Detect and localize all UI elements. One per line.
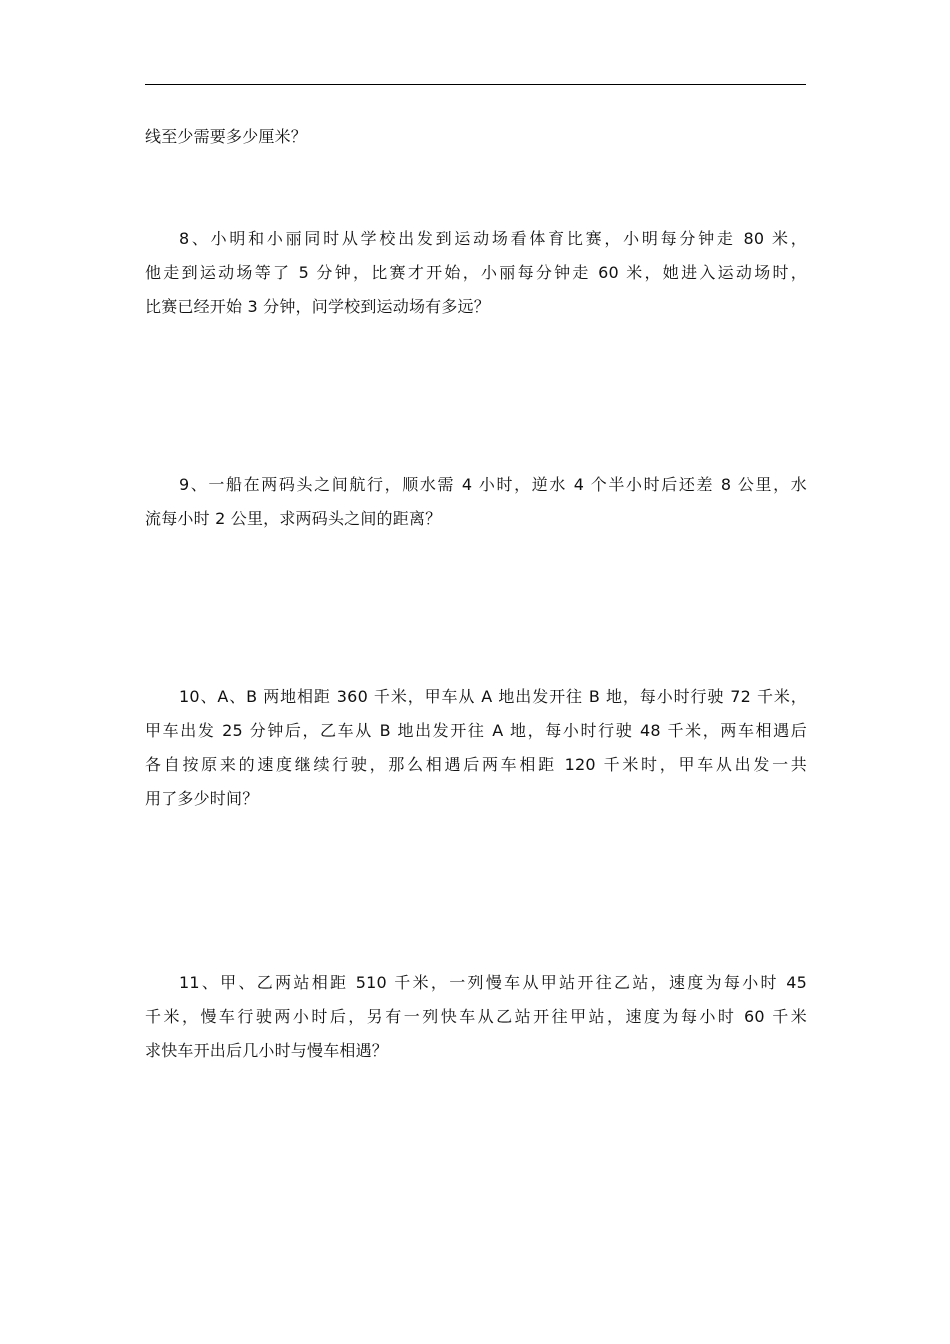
question-7-continuation xyxy=(145,120,807,154)
text-line: 11、甲、乙两站相距 510 千米，一列慢车从甲站开往乙站，速度为每小时 45 xyxy=(179,973,807,992)
text-line: 9、一船在两码头之间航行，顺水需 4 小时，逆水 4 个半小时后还差 8 公里，水 xyxy=(179,475,807,494)
question-9 xyxy=(145,468,807,536)
text-line: 各自按原来的速度继续行驶，那么相遇后两车相距 120 千米时，甲车从出发一共 xyxy=(145,755,807,774)
header-rule xyxy=(145,84,806,85)
text-line: 线至少需要多少厘米？ xyxy=(145,127,308,146)
text-line: 千米，慢车行驶两小时后，另有一列快车从乙站开往甲站，速度为每小时 60 千米 xyxy=(145,1007,807,1026)
text-line: 10、A、B 两地相距 360 千米，甲车从 A 地出发开往 B 地，每小时行驶 72 千米， xyxy=(179,687,807,706)
question-8 xyxy=(145,222,807,324)
question-10 xyxy=(145,680,807,816)
question-11 xyxy=(145,966,807,1068)
text-line: 甲车出发 25 分钟后，乙车从 B 地出发开往 A 地，每小时行驶 48 千米，两车相遇后 xyxy=(145,721,807,740)
text-line: 求快车开出后几小时与慢车相遇？ xyxy=(145,1041,389,1060)
text-line: 流每小时 2 公里，求两码头之间的距离？ xyxy=(145,509,442,528)
text-line: 8、小明和小丽同时从学校出发到运动场看体育比赛，小明每分钟走 80 米， xyxy=(179,229,807,248)
text-line: 比赛已经开始 3 分钟，问学校到运动场有多远？ xyxy=(145,297,490,316)
text-line: 用了多少时间？ xyxy=(145,789,259,808)
text-line: 他走到运动场等了 5 分钟，比赛才开始，小丽每分钟走 60 米，她进入运动场时， xyxy=(145,263,807,282)
